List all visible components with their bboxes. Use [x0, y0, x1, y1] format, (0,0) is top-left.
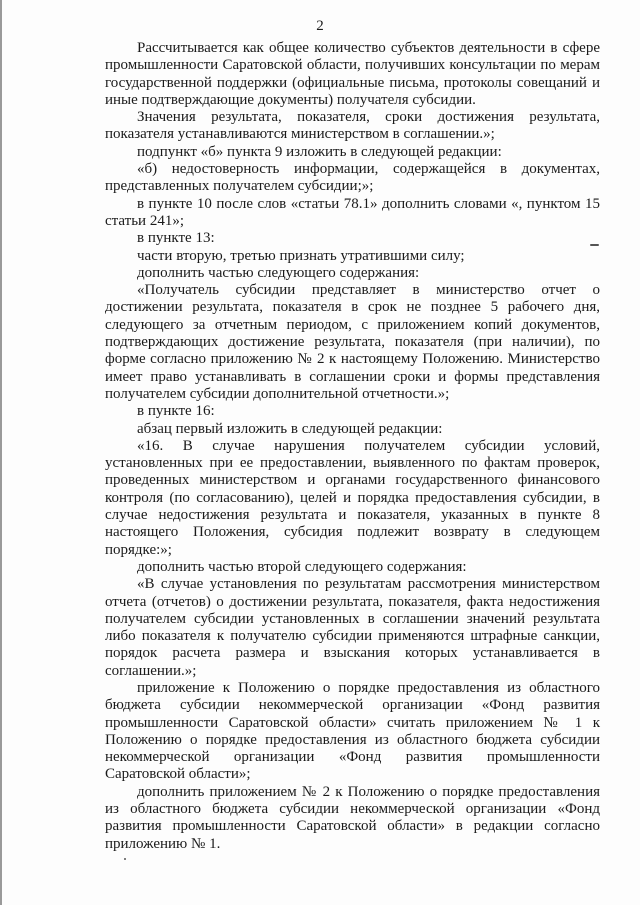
document-body — [105, 40, 600, 853]
paragraph: Рассчитывается как общее количество субъектов деятельности в сфере промышленности Саратовской области, получивших консультации по мерам государственной поддержки (официальные письма, протоколы совещаний и иные подтверждающие документы) получателя субсидии. — [105, 40, 600, 108]
paragraph: дополнить приложением № 2 к Положению о порядке предоставления из областного бюджета субсидии некоммерческой организации «Фонд развития промышленности Саратовской области» в редакции согласно приложению № 1. — [105, 783, 600, 852]
paragraph: «Получатель субсидии представляет в министерство отчет о достижении результата, показателя в срок не позднее 5 рабочего дня, следующего за отчетным периодом, с приложением копий документов, подтверждающих достижение результата, показателя (при наличии), по форме согласно приложению № 2 к настоящему Положению. Министерство имеет право устанавливать в соглашении сроки и формы представления получателем субсидии дополнительной отчетности.»; — [105, 282, 600, 402]
paragraph: Значения результата, показателя, сроки достижения результата, показателя устанавливаются министерством в соглашении.»; — [105, 109, 600, 143]
paragraph: подпункт «б» пункта 9 изложить в следующей редакции: — [137, 143, 502, 160]
paragraph: «В случае установления по результатам рассмотрения министерством отчета (отчетов) о достижении результата, показателя, факта недостижения получателем субсидии установленных в соглашении значений результата либо показателя к получателю субсидии применяются штрафные санкции, порядок расчета размера и взыскания которых устанавливается в соглашении.»; — [105, 576, 600, 679]
paragraph: в пункте 16: — [137, 403, 215, 420]
paragraph: абзац первый изложить в следующей редакции: — [137, 420, 443, 437]
scan-speck — [124, 858, 126, 860]
paragraph: в пункте 10 после слов «статьи 78.1» дополнить словами «, пунктом 15 статьи 241»; — [105, 195, 600, 229]
paragraph: в пункте 13: — [137, 230, 215, 247]
paragraph: приложение к Положению о порядке предоставления из областного бюджета субсидии некоммерческой организации «Фонд развития промышленности Саратовской области» считать приложением № 1 к Положению о порядке предоставления из областного бюджета субсидии некоммерческой организации «Фонд развития промышленности Саратовской области»; — [105, 679, 600, 783]
paragraph: дополнить частью следующего содержания: — [137, 264, 420, 281]
page-number: 2 — [316, 18, 324, 34]
paragraph: части вторую, третью признать утратившими силу; — [137, 247, 465, 264]
scan-edge — [0, 0, 2, 905]
paragraph: дополнить частью второй следующего содержания: — [137, 558, 467, 575]
paragraph: «16. В случае нарушения получателем субсидии условий, установленных при ее предоставлении, выявленного по фактам проверок, проведенных министерством и органами государственного финансового контроля (по согласованию), целей и порядка предоставления субсидии, в случае недостижения результата и показателя, указанных в пункте 8 настоящего Положения, субсидия подлежит возврату в следующем порядке:»; — [105, 437, 600, 558]
paragraph: «б) недостоверность информации, содержащейся в документах, представленных получателем субсидии;»; — [105, 161, 600, 195]
